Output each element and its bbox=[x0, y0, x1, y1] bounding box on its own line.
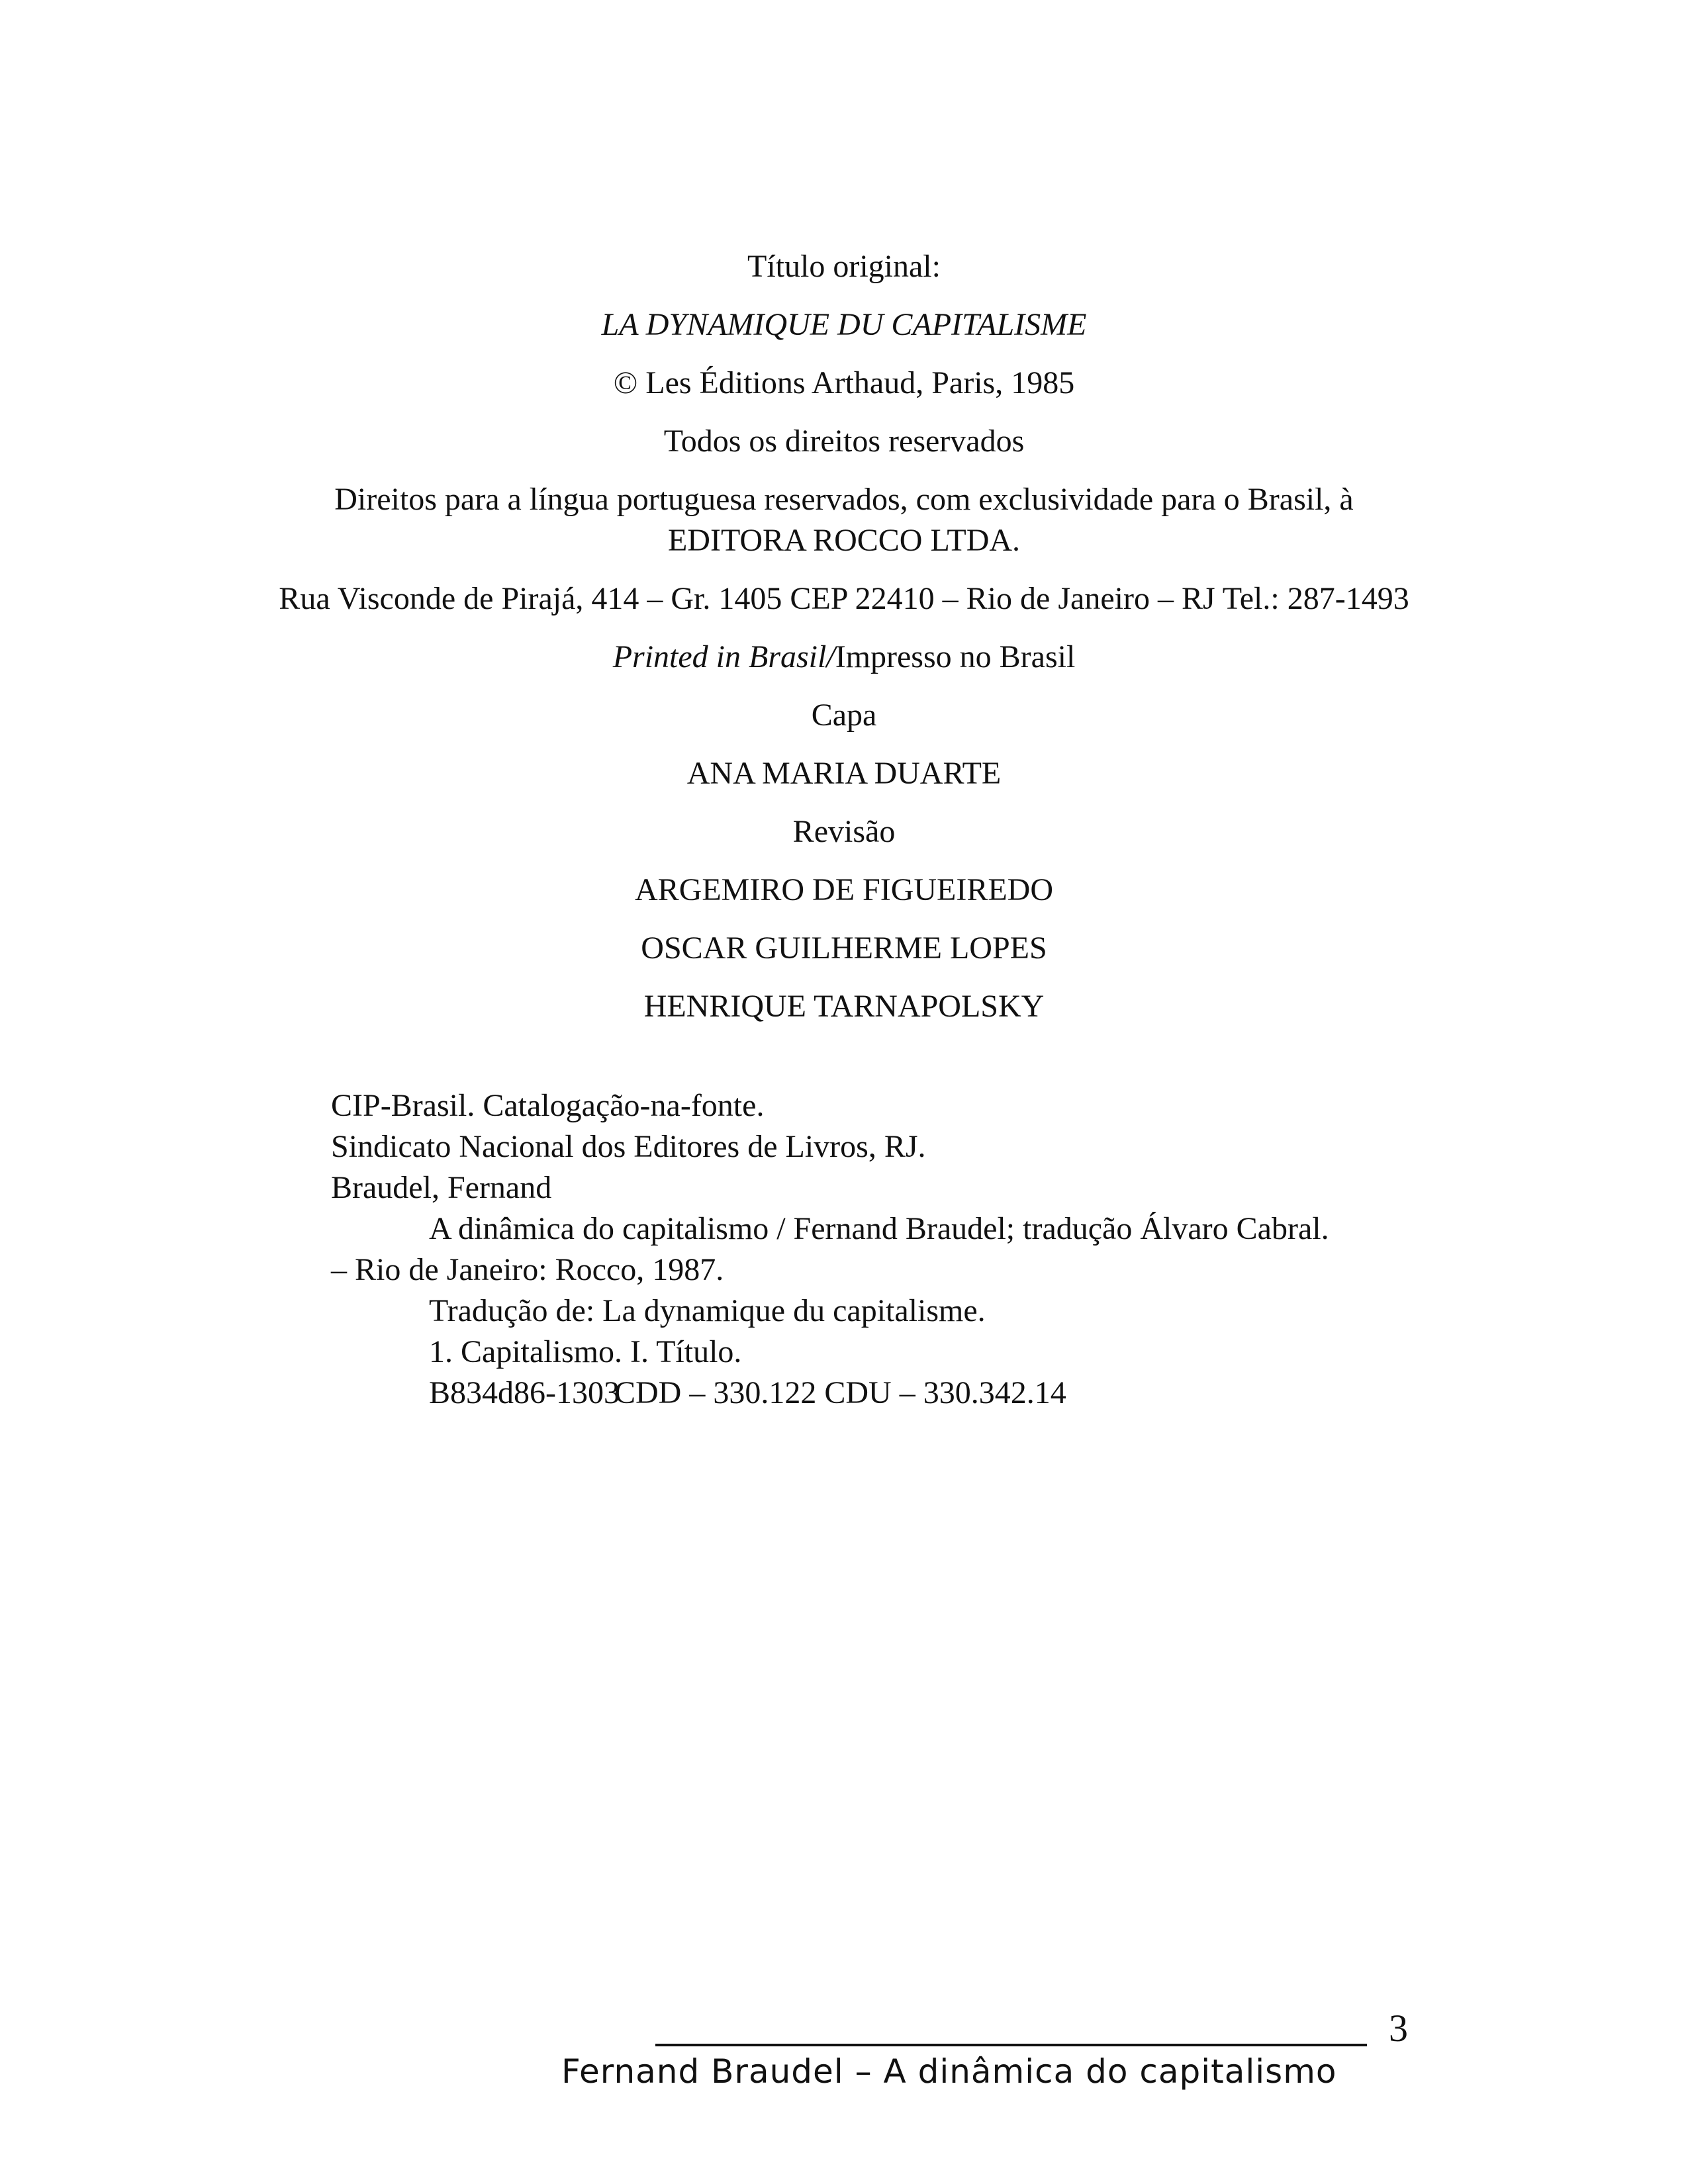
publisher-address: Rua Visconde de Pirajá, 414 – Gr. 1405 CEP 22410 – Rio de Janeiro – RJ Tel.: 287-1493 bbox=[279, 581, 1409, 616]
reviser-name: OSCAR GUILHERME LOPES bbox=[641, 931, 1047, 966]
original-title-label: Título original: bbox=[747, 249, 941, 284]
cip-header: CIP-Brasil. Catalogação-na-fonte. bbox=[331, 1088, 765, 1123]
cover-artist: ANA MARIA DUARTE bbox=[686, 756, 1002, 791]
cip-entry: A dinâmica do capitalismo / Fernand Braudel; tradução Álvaro Cabral. bbox=[429, 1211, 1329, 1246]
cip-entry-continuation: – Rio de Janeiro: Rocco, 1987. bbox=[331, 1252, 724, 1287]
page-number: 3 bbox=[1389, 2007, 1408, 2050]
revision-label: Revisão bbox=[792, 814, 896, 849]
cip-syndicate: Sindicato Nacional dos Editores de Livros, RJ. bbox=[331, 1129, 926, 1164]
cip-subjects: 1. Capitalismo. I. Título. bbox=[429, 1334, 742, 1369]
cip-translation-of: Tradução de: La dynamique du capitalisme. bbox=[429, 1293, 986, 1328]
cover-label: Capa bbox=[811, 698, 877, 733]
reviser-name: ARGEMIRO DE FIGUEIREDO bbox=[635, 872, 1053, 907]
running-title: Fernand Braudel – A dinâmica do capitalismo bbox=[561, 2052, 1337, 2091]
credits-block bbox=[218, 246, 1470, 1044]
printed-notice-english: Printed in Brasil/ bbox=[612, 639, 835, 674]
cip-cataloging-block bbox=[331, 1085, 1470, 1414]
rights-notice: Todos os direitos reservados bbox=[663, 424, 1025, 459]
cip-classification-row bbox=[331, 1373, 1470, 1414]
printed-notice-portuguese: Impresso no Brasil bbox=[835, 639, 1076, 674]
cip-author: Braudel, Fernand bbox=[331, 1170, 552, 1205]
portuguese-rights-notice: Direitos para a língua portuguesa reservados, com exclusividade para o Brasil, à EDITORA ROCCO LTDA. bbox=[334, 482, 1354, 558]
printed-notice bbox=[218, 637, 1470, 678]
reviser-name: HENRIQUE TARNAPOLSKY bbox=[643, 989, 1045, 1024]
cip-classification: CDD – 330.122 CDU – 330.342.14 bbox=[614, 1375, 1066, 1410]
cip-code: B834d86-1303 bbox=[429, 1375, 620, 1410]
copyright-notice: © Les Éditions Arthaud, Paris, 1985 bbox=[613, 365, 1075, 400]
original-title: LA DYNAMIQUE DU CAPITALISME bbox=[601, 307, 1087, 342]
